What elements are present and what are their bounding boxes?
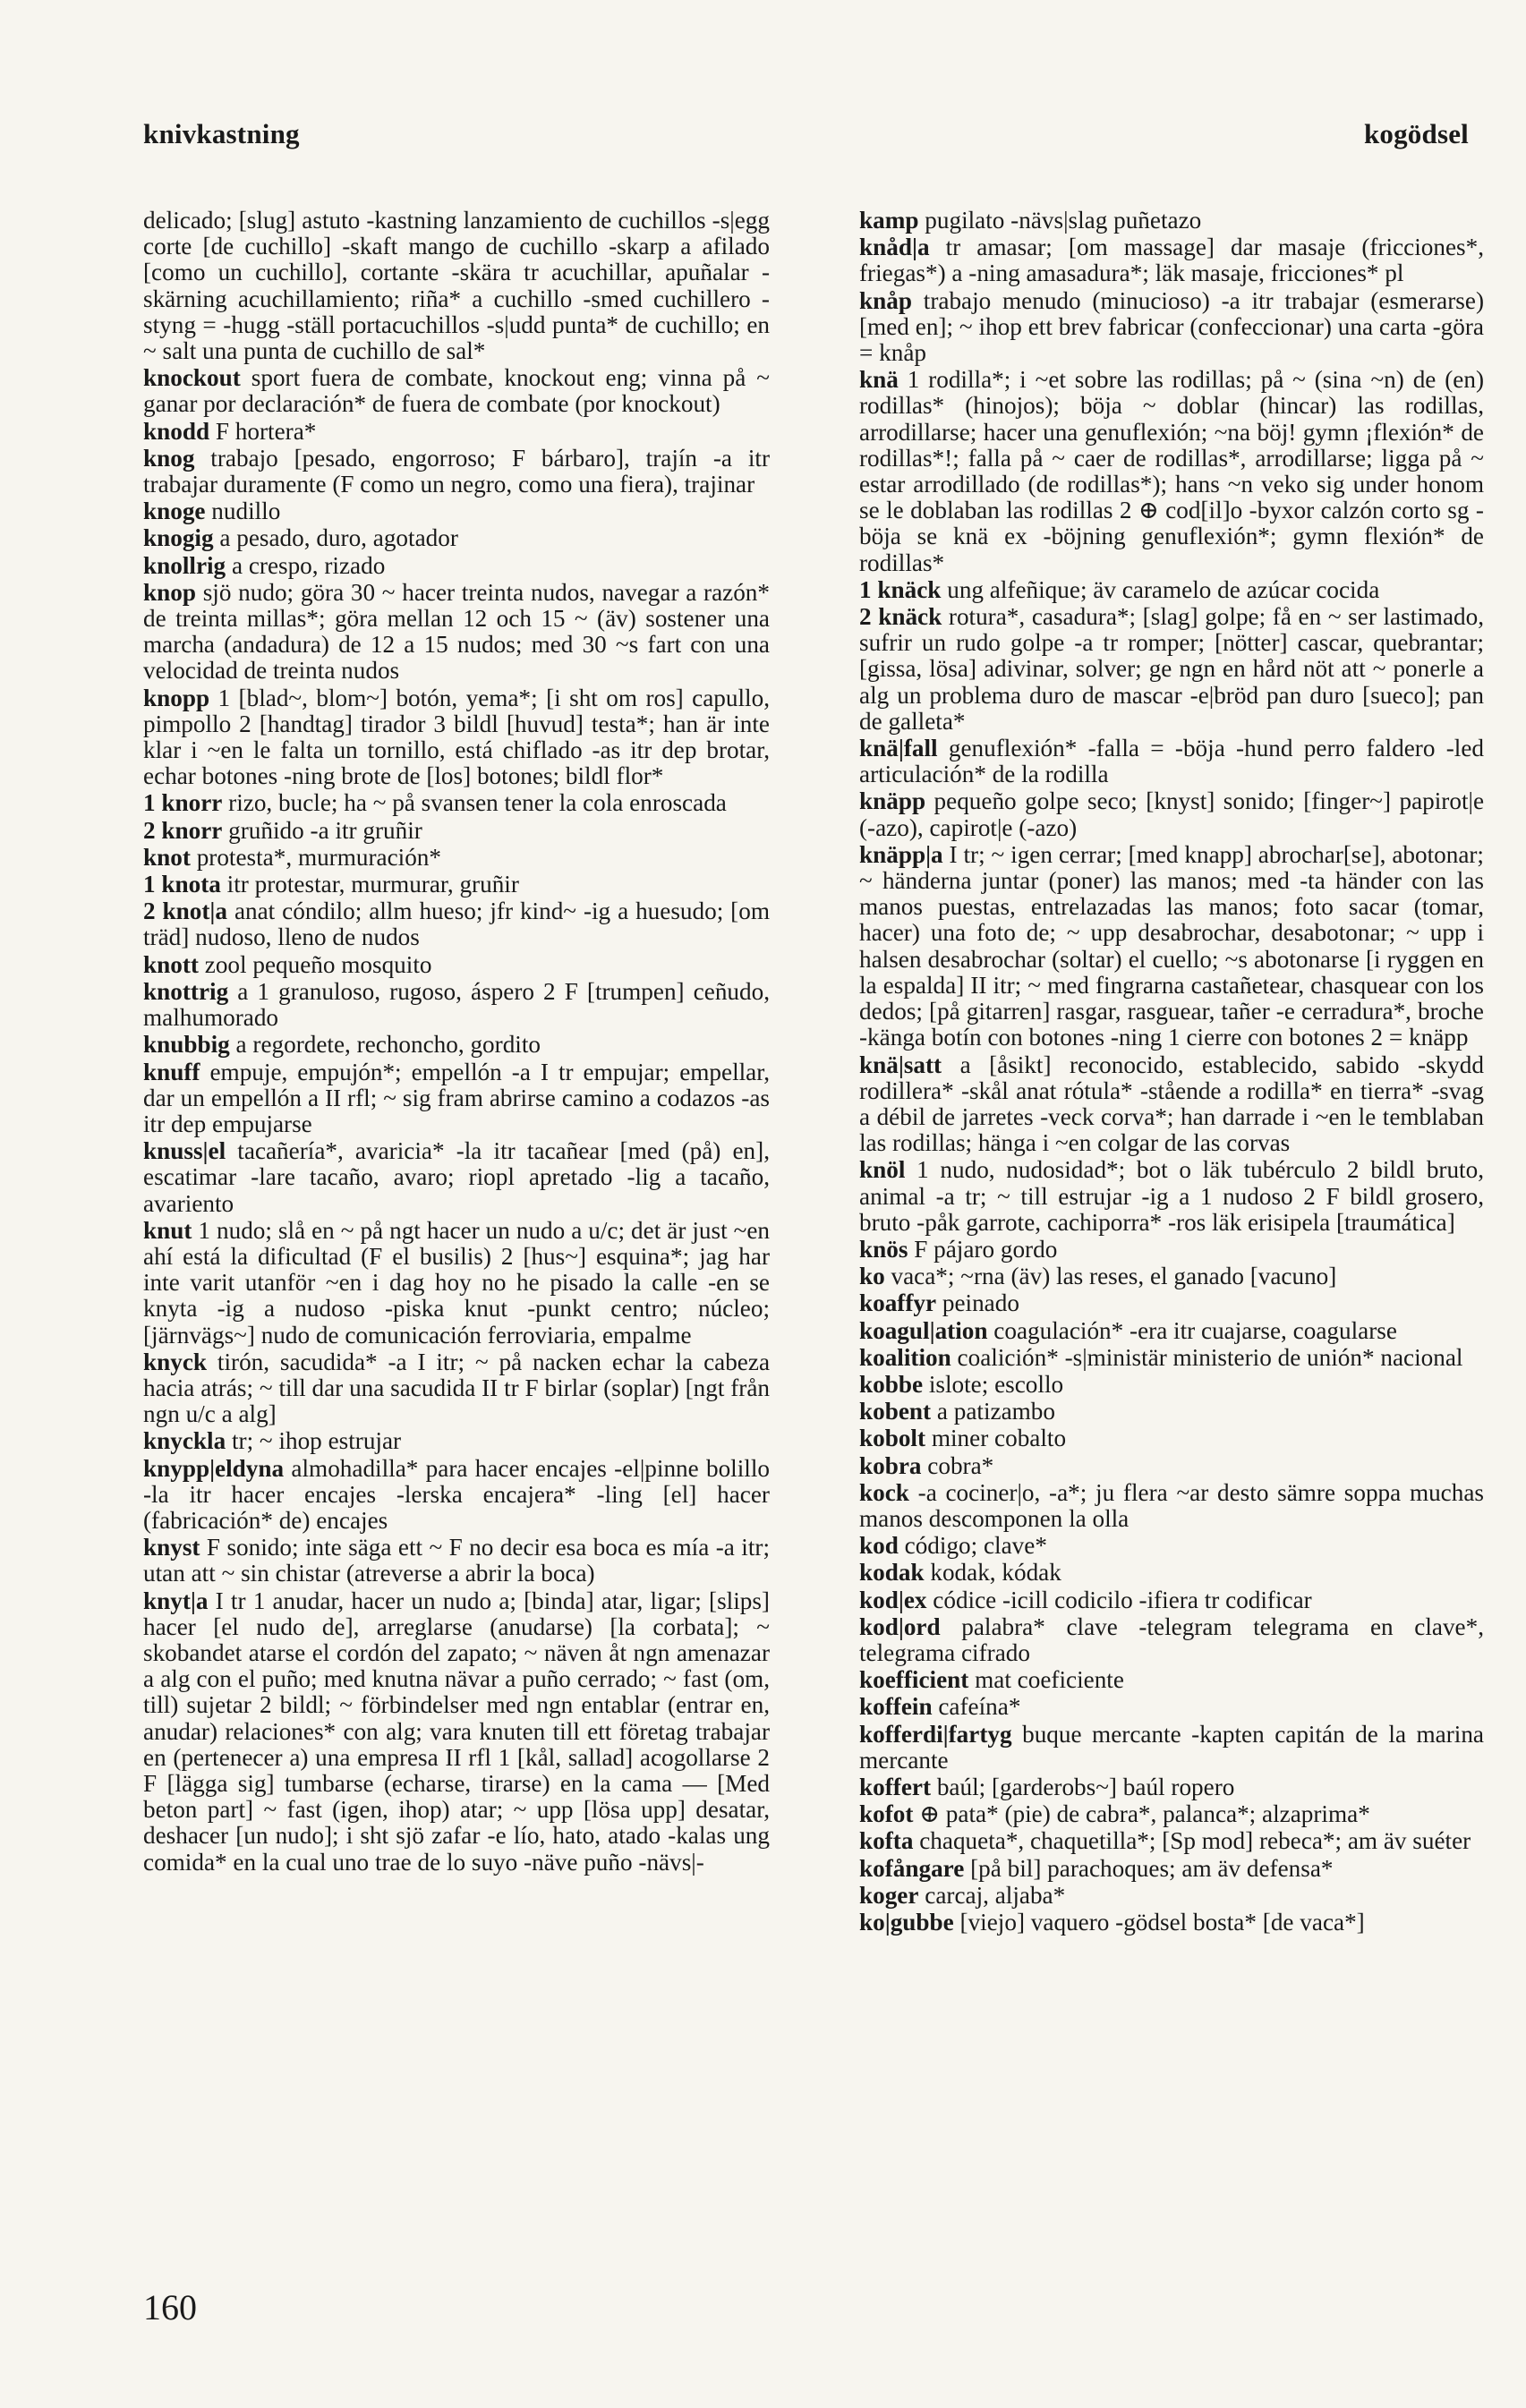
entry-headword: kodak: [859, 1559, 925, 1587]
entry-definition: a pesado, duro, agotador: [219, 524, 458, 552]
entry-headword: knottrig: [143, 977, 229, 1005]
entry-definition: chaqueta*, chaquetilla*; [Sp mod] rebeca*; am äv suéter: [919, 1827, 1471, 1855]
dictionary-entry: [143, 208, 770, 364]
entry-headword: kobolt: [859, 1425, 926, 1452]
dictionary-entry: [143, 525, 770, 551]
entry-definition: kodak, kódak: [930, 1559, 1061, 1587]
dictionary-entry: [143, 872, 770, 898]
entry-definition: F pájaro gordo: [914, 1235, 1058, 1263]
dictionary-entry: [859, 1318, 1484, 1344]
entry-headword: knubbig: [143, 1031, 230, 1059]
entry-headword: knä|satt: [859, 1051, 942, 1078]
entry-definition: tr; ~ ihop estrujar: [231, 1427, 402, 1455]
dictionary-entry: [859, 1533, 1484, 1559]
dictionary-entry: [859, 234, 1484, 286]
dictionary-entry: [859, 208, 1484, 234]
entry-headword: knös: [859, 1235, 908, 1263]
dictionary-entry: [143, 1032, 770, 1058]
entry-definition: itr protestar, murmurar, gruñir: [226, 871, 519, 898]
entry-definition: I tr; ~ igen cerrar; [med knapp] abrochar[se], abotonar; ~ händerna juntar (poner) las manos; med -ta händer con las manos puestas, entrelazadas las manos; foto sacar (tomar, hacer) una foto de; ~ upp desabrochar, desabotonar; ~ upp i halsen desabrochar (soltar) el cuello; ~s abotonarse [i ryggen en la espalda] II itr; ~ med fingrarna castañetear, chasquear con los dedos; [på gitarren] rasgar, rasguear, tañer -e cerradura*, broche -känga botín con botones -ning 1 cierre con botones 2 = knäpp: [859, 840, 1484, 1051]
entry-headword: kofångare: [859, 1854, 965, 1882]
entry-definition: coagulación* -era itr cuajarse, coagularse: [993, 1316, 1397, 1344]
entry-headword: koffert: [859, 1773, 932, 1800]
dictionary-entry: [143, 952, 770, 978]
entry-definition: cobra*: [927, 1451, 994, 1479]
dictionary-entry: [859, 1290, 1484, 1316]
dictionary-entry: [143, 1428, 770, 1454]
dictionary-entry: [859, 1157, 1484, 1236]
entry-headword: knäpp|a: [859, 840, 943, 868]
entry-definition: a 1 granuloso, rugoso, áspero 2 F [trumpen] ceñudo, malhumorado: [143, 977, 770, 1032]
entry-headword: kamp: [859, 207, 919, 234]
dictionary-entry: [143, 1535, 770, 1587]
entry-headword: knyck: [143, 1348, 208, 1375]
entry-definition: [viejo] vaquero -gödsel bosta* [de vaca*]: [959, 1909, 1365, 1936]
entry-definition: mat coeficiente: [975, 1666, 1124, 1694]
dictionary-entry: [859, 1801, 1484, 1827]
left-column: [143, 208, 770, 1876]
dictionary-entry: [143, 1456, 770, 1535]
entry-headword: kod: [859, 1532, 899, 1560]
entry-definition: rizo, bucle; ha ~ på svansen tener la cola enroscada: [228, 789, 727, 817]
entry-headword: koffein: [859, 1693, 933, 1721]
entry-definition: rotura*, casadura*; [slag] golpe; få en ~ ser lastimado, sufrir un rudo golpe -a tr romper; [nötter] cascar, quebrantar; [gissa, lösa] adivinar, solver; ge ngn en hård nöt att ~ ponerle a alg un problema duro de mascar -e|bröd pan duro [sueco]; pan de galleta*: [859, 603, 1485, 735]
dictionary-entry: [859, 1722, 1484, 1774]
running-head-left: knivkastning: [143, 118, 300, 149]
entry-headword: 2 knot|a: [143, 898, 227, 925]
dictionary-entry: [143, 790, 770, 816]
dictionary-entry: [859, 736, 1484, 787]
entry-definition: 1 nudo, nudosidad*; bot o läk tubérculo 2 bildl bruto, animal -a tr; ~ till estrujar -ig a 1 nudoso 2 F bildl grosero, bruto -påk garrote, cachiporra* -ros läk erisipela [traumática]: [859, 1156, 1485, 1236]
dictionary-entry: [143, 419, 770, 445]
entry-headword: knåd|a: [859, 234, 930, 261]
entry-definition: tr amasar; [om massage] dar masaje (fricciones*, friegas*) a -ning amasadura*; läk masaje, fricciones* pl: [859, 234, 1484, 287]
entry-headword: kock: [859, 1478, 909, 1506]
entry-headword: knollrig: [143, 551, 226, 579]
entry-definition: palabra* clave -telegram telegrama en clave*, telegrama cifrado: [859, 1612, 1484, 1666]
dictionary-entry: [859, 604, 1484, 735]
entry-headword: kofot: [859, 1800, 914, 1828]
dictionary-entry: [143, 553, 770, 579]
entry-definition: a patizambo: [936, 1398, 1055, 1425]
entry-headword: knockout: [143, 364, 241, 392]
dictionary-entry: [143, 898, 770, 950]
entry-headword: knypp|eldyna: [143, 1454, 285, 1482]
dictionary-entry: [859, 1264, 1484, 1289]
entry-definition: miner cobalto: [931, 1425, 1067, 1452]
dictionary-entry: [143, 580, 770, 685]
dictionary-entry: [859, 1560, 1484, 1586]
entry-definition: F hortera*: [215, 417, 317, 445]
entry-headword: knot: [143, 843, 191, 871]
entry-definition: nudillo: [211, 498, 281, 525]
running-head-right: kogödsel: [1363, 118, 1469, 149]
dictionary-entry: [143, 446, 770, 498]
dictionary-entry: [859, 842, 1484, 1051]
entry-headword: ko|gubbe: [859, 1909, 954, 1936]
dictionary-entry: [859, 1372, 1484, 1398]
entry-headword: kofferdi|fartyg: [859, 1720, 1012, 1748]
entry-headword: kofta: [859, 1827, 914, 1855]
entry-headword: knåp: [859, 286, 912, 314]
entry-headword: kobent: [859, 1398, 932, 1425]
entry-definition: carcaj, aljaba*: [925, 1881, 1066, 1909]
entry-definition: trabajo menudo (minucioso) -a itr trabajar (esmerarse) [med en]; ~ ihop ett brev fabricar (confeccionar) una carta -göra = knåp: [859, 286, 1485, 367]
entry-definition: empuje, empujón*; empellón -a I tr empujar; empellar, dar un empellón a II rfl; ~ sig fram abrirse camino a codazos -as itr dep empujarse: [143, 1058, 771, 1137]
entry-headword: 1 knäck: [859, 575, 942, 603]
dictionary-entry: [859, 788, 1484, 840]
entry-definition: ung alfeñique; äv caramelo de azúcar cocida: [947, 575, 1380, 603]
entry-headword: knodd: [143, 417, 210, 445]
entry-definition: código; clave*: [904, 1532, 1047, 1560]
entry-definition: almohadilla* para hacer encajes -el|pinne bolillo -la itr hacer encajes -lerska encajera* -ling [el] hacer (fabricación* de) encajes: [143, 1454, 770, 1534]
entry-definition: tirón, sacudida* -a I itr; ~ på nacken echar la cabeza hacia atrás; ~ till dar una sacudida II tr F birlar (soplar) [ngt från ngn u/c a alg]: [143, 1348, 771, 1428]
dictionary-entry: [859, 1052, 1484, 1157]
entry-headword: knut: [143, 1216, 192, 1244]
dictionary-entry: [143, 818, 770, 844]
entry-headword: knuss|el: [143, 1137, 226, 1165]
dictionary-entry: [859, 1345, 1484, 1371]
entry-definition: pugilato -nävs|slag puñetazo: [925, 207, 1202, 234]
dictionary-entry: [143, 1218, 770, 1349]
dictionary-entry: [859, 1694, 1484, 1720]
entry-headword: 2 knäck: [859, 603, 942, 631]
dictionary-entry: [859, 1399, 1484, 1425]
dictionary-entry: [143, 685, 770, 790]
entry-headword: kod|ord: [859, 1612, 941, 1640]
dictionary-entry: [143, 498, 770, 524]
entry-definition: ⊕ pata* (pie) de cabra*, palanca*; alzaprima*: [919, 1800, 1370, 1828]
dictionary-entry: [143, 365, 770, 417]
right-column: [859, 208, 1484, 1936]
entry-definition: sport fuera de combate, knockout eng; vinna på ~ ganar por declaración* de fuera de combate (por knockout): [143, 364, 770, 418]
entry-definition: gruñido -a itr gruñir: [228, 816, 422, 844]
dictionary-entry: [143, 1138, 770, 1217]
dictionary-entry: [859, 577, 1484, 603]
entry-definition: códice -icill codicilo -ifiera tr codificar: [933, 1586, 1312, 1613]
entry-definition: coalición* -s|ministär ministerio de unión* nacional: [957, 1343, 1463, 1371]
entry-headword: kobbe: [859, 1370, 924, 1398]
dictionary-entry: [859, 1828, 1484, 1854]
dictionary-entry: [859, 1614, 1484, 1666]
dictionary-entry: [859, 288, 1484, 367]
dictionary-entry: [143, 1349, 770, 1428]
entry-definition: zool pequeño mosquito: [204, 950, 432, 978]
dictionary-entry: [859, 1587, 1484, 1613]
entry-definition: tacañería*, avaricia* -la itr tacañear [med (på) en], escatimar -lare tacaño, avaro; riopl apretado -lig a tacaño, avariento: [143, 1137, 770, 1217]
entry-headword: knuff: [143, 1058, 200, 1085]
entry-definition: -a cociner|o, -a*; ju flera ~ar desto sämre soppa muchas manos descomponen la olla: [859, 1478, 1484, 1532]
entry-definition: delicado; [slug] astuto -kastning lanzamiento de cuchillos -s|egg corte [de cuchillo] -skaft mango de cuchillo -skarp a afilado [como un cuchillo], cortante -skära tr acuchillar, apuñalar -skärning acuchillamiento; riña* a cuchillo -smed cuchillero -styng = -hugg -ställ portacuchillos -s|udd punta* de cuchillo; en ~ salt una punta de cuchillo de sal*: [143, 207, 770, 365]
entry-headword: knogig: [143, 524, 214, 552]
entry-headword: knäpp: [859, 787, 926, 815]
entry-headword: koagul|ation: [859, 1316, 988, 1344]
entry-headword: knyt|a: [143, 1587, 209, 1614]
dictionary-entry: [859, 1667, 1484, 1693]
dictionary-entry: [859, 1480, 1484, 1532]
entry-headword: 2 knorr: [143, 816, 223, 844]
entry-definition: a crespo, rizado: [231, 551, 386, 579]
entry-definition: I tr 1 anudar, hacer un nudo a; [binda] atar, ligar; [slips] hacer [el nudo de], arreglarse (anudarse) [la corbata]; ~ skobandet atarse el cordón del zapato; ~ näven åt ngn amenazar a alg con el puño; med knutna nävar a puño cerrado; ~ fast (om, till) sujetar 2 bildl; ~ förbindelser med ngn entablar (entrar en, anudar) relaciones* con alg; vara knuten till ett företag trabajar en (pertenecer a) una empresa II rfl 1 [kål, sallad] acogollarse 2 F [lägga sig] tumbarse (echarse, tirarse) en la cama — [Med beton part] ~ fast (igen, ihop) atar; ~ upp [lösa upp] desatar, deshacer [un nudo]; i sht sjö zafar -e lío, hato, atado -kalas ung comida* en la cual uno trae de lo suyo -näve puño -nävs|-: [143, 1587, 770, 1876]
entry-definition: peinado: [942, 1289, 1019, 1317]
entry-definition: a regordete, rechoncho, gordito: [235, 1031, 541, 1059]
entry-definition: vaca*; ~rna (äv) las reses, el ganado [vacuno]: [891, 1263, 1337, 1290]
entry-definition: 1 [blad~, blom~] botón, yema*; [i sht om ros] capullo, pimpollo 2 [handtag] tirador 3 bildl [huvud] testa*; han är inte klar i ~en le falta un tornillo, está chiflado -as itr dep brotar, echar botones -ning brote de [los] botones; bildl flor*: [143, 684, 770, 790]
entry-headword: koefficient: [859, 1666, 969, 1694]
dictionary-entry: [859, 1856, 1484, 1882]
entry-definition: anat cóndilo; allm hueso; jfr kind~ -ig a huesudo; [om träd] nudoso, lleno de nudos: [143, 898, 770, 951]
entry-headword: kod|ex: [859, 1586, 927, 1613]
entry-headword: kobra: [859, 1451, 922, 1479]
entry-definition: a [åsikt] reconocido, establecido, sabido -skydd rodillera* -skål anat rótula* -stående a rodilla* en tierra* -svag a débil de jarretes -veck corva*; han darrade i ~en le temblaban las rodillas; hänga i ~en colgar de las corvas: [859, 1051, 1484, 1157]
dictionary-entry: [859, 1910, 1484, 1936]
entry-definition: F sonido; inte säga ett ~ F no decir esa boca es mía -a itr; utan att ~ sin chistar (atreverse a abrir la boca): [143, 1534, 771, 1587]
entry-headword: koalition: [859, 1343, 951, 1371]
dictionary-entry: [143, 845, 770, 871]
entry-headword: knog: [143, 444, 195, 472]
entry-definition: pequeño golpe seco; [knyst] sonido; [finger~] papirot|e (-azo), capirot|e (-azo): [859, 787, 1485, 841]
dictionary-entry: [859, 1883, 1484, 1909]
entry-headword: knyckla: [143, 1427, 226, 1455]
entry-definition: islote; escollo: [928, 1370, 1064, 1398]
dictionary-entry: [859, 1453, 1484, 1479]
entry-headword: knopp: [143, 684, 210, 711]
entry-definition: buque mercante -kapten capitán de la marina mercante: [859, 1720, 1485, 1774]
entry-headword: knä|fall: [859, 735, 938, 762]
entry-headword: knä: [859, 366, 899, 394]
entry-definition: 1 nudo; slå en ~ på ngt hacer un nudo a u/c; det är just ~en ahí está la dificultad (F el busilis) 2 [hus~] esquina*; jag har inte varit utanför ~en i dag hoy no he pisado la calle -en se knyta -ig a nudoso -piska knut -punkt centro; núcleo; [järnvägs~] nudo de comunicación ferroviaria, empalme: [143, 1216, 771, 1349]
entry-definition: trabajo [pesado, engorroso; F bárbaro], trajín -a itr trabajar duramente (F como un negro, como una fiera), trajinar: [143, 444, 771, 498]
entry-headword: koger: [859, 1881, 919, 1909]
entry-definition: [på bil] parachoques; am äv defensa*: [970, 1854, 1334, 1882]
entry-headword: knop: [143, 578, 196, 606]
entry-headword: knyst: [143, 1534, 200, 1561]
dictionary-entry: [859, 1237, 1484, 1263]
dictionary-entry: [859, 367, 1484, 576]
entry-headword: knöl: [859, 1156, 906, 1184]
entry-definition: sjö nudo; göra 30 ~ hacer treinta nudos, navegar a razón* de treinta millas*; göra mellan 12 och 15 ~ (äv) sostener una marcha (andadura) de 12 a 15 nudos; med 30 ~s fart con una velocidad de treinta nudos: [143, 578, 770, 685]
entry-headword: ko: [859, 1263, 885, 1290]
entry-definition: genuflexión* -falla = -böja -hund perro faldero -led articulación* de la rodilla: [859, 735, 1484, 788]
entry-headword: knoge: [143, 498, 206, 525]
entry-definition: baúl; [garderobs~] baúl ropero: [936, 1773, 1235, 1800]
dictionary-entry: [143, 1059, 770, 1138]
entry-definition: protesta*, murmuración*: [196, 843, 441, 871]
entry-headword: 1 knorr: [143, 789, 223, 817]
dictionary-entry: [143, 1588, 770, 1876]
entry-headword: 1 knota: [143, 871, 221, 898]
entry-definition: 1 rodilla*; i ~et sobre las rodillas; på ~ (sina ~n) de (en) rodillas* (hinojos); böja ~ doblar (hincar) las rodillas, arrodillarse; hacer una genuflexión; ~na böj! gymn ¡flexión* de rodillas*!; falla på ~ caer de rodillas*, arrodillarse; ligga på ~ estar arrodillado (de rodillas*); hans ~n veko sig under honom se le doblaban las rodillas 2 ⊕ cod[il]o -byxor calzón corto sg -böja se knä ex -böjning genuflexión*; gymn flexión* de rodillas*: [859, 366, 1484, 576]
entry-headword: knott: [143, 950, 199, 978]
entry-headword: koaffyr: [859, 1289, 937, 1317]
dictionary-entry: [859, 1774, 1484, 1800]
page-number: 160: [143, 2287, 197, 2327]
dictionary-entry: [859, 1425, 1484, 1451]
dictionary-entry: [143, 979, 770, 1031]
entry-definition: cafeína*: [938, 1693, 1021, 1721]
